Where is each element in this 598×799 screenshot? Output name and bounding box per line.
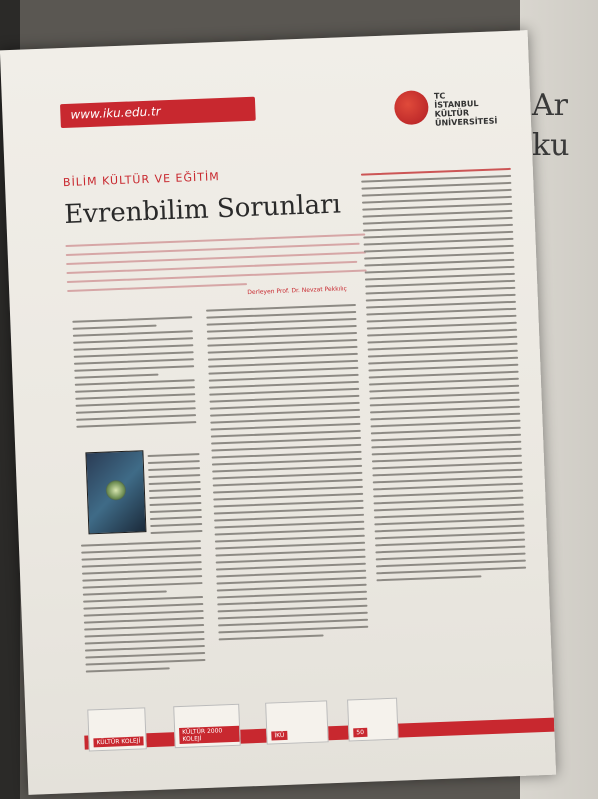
background-letters-2: ku <box>532 128 570 163</box>
newspaper-page <box>0 30 556 795</box>
url-text: www.iku.edu.tr <box>70 104 161 122</box>
university-name <box>434 89 498 127</box>
footer-logo-kultur-koleji <box>87 707 147 751</box>
column-3 <box>361 163 527 586</box>
university-line: ÜNİVERSİTESİ <box>434 116 498 128</box>
article-title: Evrenbilim Sorunları <box>63 189 342 231</box>
footer-logo-label: İKÜ <box>271 731 287 741</box>
university-line: İSTANBUL <box>434 99 479 110</box>
footer-logo-iku <box>265 700 329 744</box>
university-line: TC <box>433 91 446 101</box>
url-banner <box>60 97 256 128</box>
footer-logo-label: 50 <box>353 728 367 738</box>
university-logo-icon <box>394 90 429 125</box>
footer-logo-50 <box>347 698 399 742</box>
footer-logo-label: KÜLTÜR 2000 KOLEJİ <box>179 726 240 744</box>
university-line: KÜLTÜR <box>434 108 470 119</box>
column-2 <box>206 299 369 646</box>
footer-logo-kultur-2000 <box>173 704 241 749</box>
book-cover-image <box>85 450 146 534</box>
background-letters-1: Ar <box>532 88 569 123</box>
column-1 <box>72 311 196 433</box>
column-1-wrap <box>147 448 202 539</box>
footer-logo-label: KÜLTÜR KOLEJİ <box>93 736 143 747</box>
article-author: Derleyen Prof. Dr. Nevzat Pekkılıç <box>247 285 348 297</box>
column-1-lower <box>81 535 206 678</box>
section-label: BİLİM KÜLTÜR VE EĞİTİM <box>62 170 220 190</box>
